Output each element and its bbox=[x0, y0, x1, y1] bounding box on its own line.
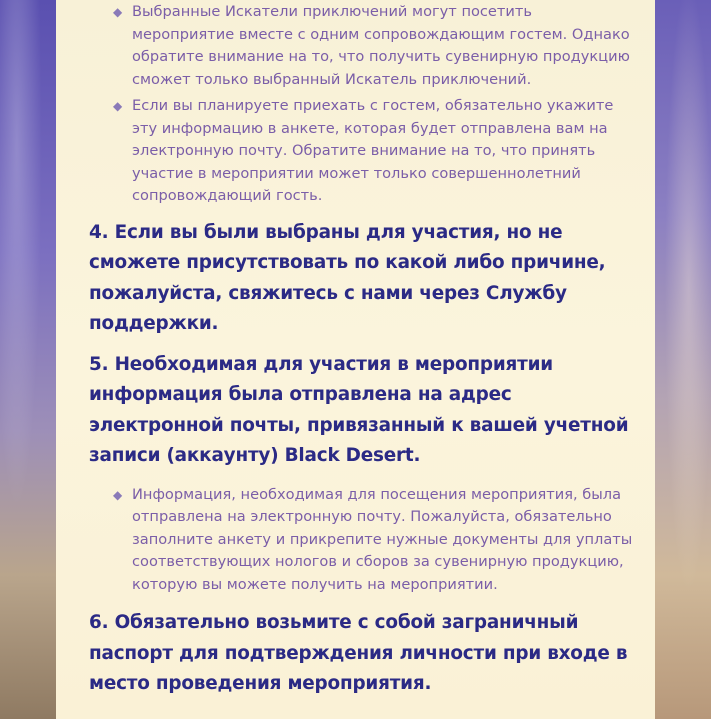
diamond-bullet-icon: ◆ bbox=[113, 99, 123, 113]
bullet-info-sent bbox=[56, 484, 655, 597]
content-panel bbox=[56, 0, 655, 719]
background-art-right bbox=[655, 0, 711, 719]
heading-item-5: 5. Необходимая для участия в мероприятии информация была отправлена на адрес электронной почты, привязанный к вашей учетной записи (аккаунту) Black Desert. bbox=[89, 353, 629, 466]
bullet-guest-companion bbox=[56, 1, 655, 91]
background-art-left bbox=[0, 0, 56, 719]
bullet-guest-survey bbox=[56, 95, 655, 208]
diamond-bullet-icon: ◆ bbox=[113, 5, 123, 19]
diamond-bullet-icon: ◆ bbox=[113, 487, 123, 502]
heading-item-4: 4. Если вы были выбраны для участия, но не сможете присутствовать по какой либо причине, пожалуйста, свяжитесь с нами через Службу поддержки. bbox=[89, 221, 606, 334]
notice-content bbox=[56, 0, 655, 700]
bullet-text: Информация, необходимая для посещения мероприятия, была отправлена на электронную почту. Пожалуйста, обязательно заполните анкету и прикрепите нужные документы для уплаты соответствующих нологов и сборов за сувенирную продукцию, которую вы можете получить на мероприятии. bbox=[132, 485, 633, 593]
bullet-text: Если вы планируете приехать с гостем, обязательно укажите эту информацию в анкете, которая будет отправлена вам на электронную почту. Обратите внимание на то, что принять участие в мероприятии может только совершеннолетний сопровождающий гость. bbox=[132, 97, 614, 204]
bullet-text: Выбранные Искатели приключений могут посетить мероприятие вместе с одним сопровождающим гостем. Однако обратите внимание на то, что получить сувенирную продукцию сможет только выбранный Искатель приключений. bbox=[132, 3, 630, 88]
heading-item-6: 6. Обязательно возьмите с собой заграничный паспорт для подтверждения личности при входе в место проведения мероприятия. bbox=[89, 612, 628, 694]
